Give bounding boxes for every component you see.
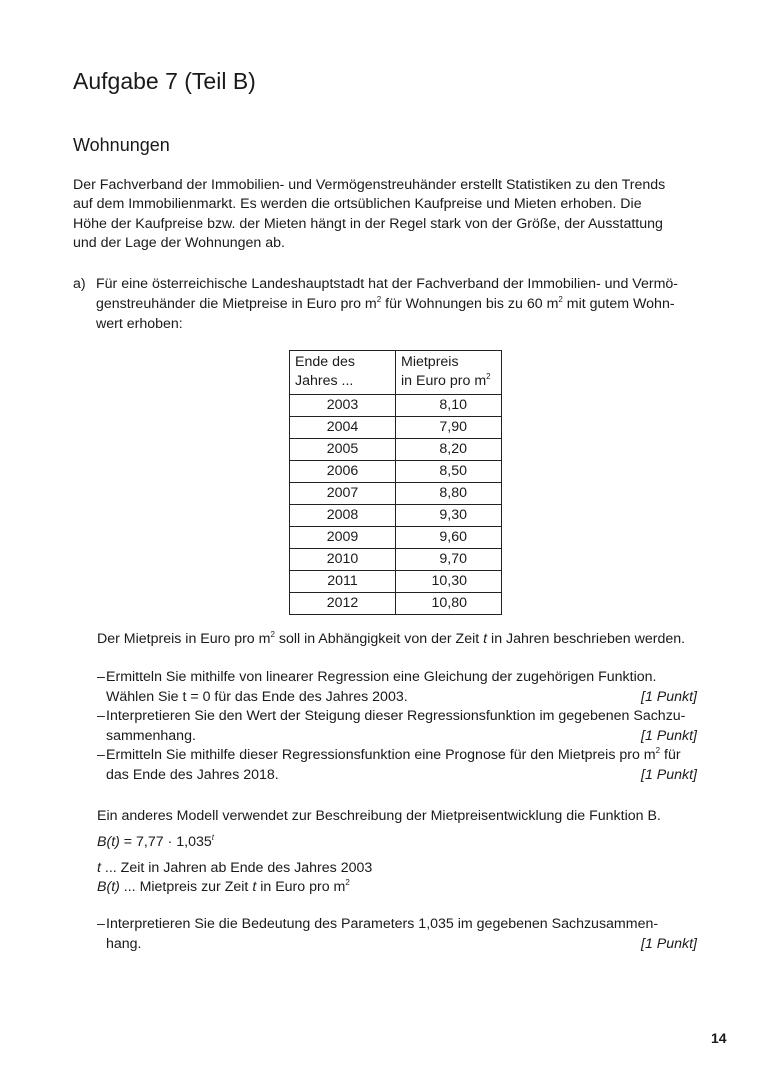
price-cell: 9,60 <box>396 527 502 549</box>
task-line: genstreuhänder die Mietpreise in Euro pro $m^2$ für Wohnungen bis zu 60 $m^2$ mit gutem Wohn- <box>96 295 675 312</box>
table-row <box>290 527 502 549</box>
task-line: Für eine österreichische Landeshauptstadt hat der Fachverband der Immobilien- und Vermö- <box>96 276 679 292</box>
year-cell: 2011 <box>290 571 396 593</box>
task-line: wert erhoben: <box>96 316 183 332</box>
section-title: Wohnungen <box>73 135 170 155</box>
table-row <box>290 461 502 483</box>
table-row <box>290 439 502 461</box>
price-cell: 7,90 <box>396 417 502 439</box>
page-title: Aufgabe 7 (Teil B) <box>73 68 256 94</box>
year-cell: 2007 <box>290 483 396 505</box>
points-label: [1 Punkt] <box>641 688 697 705</box>
year-cell: 2006 <box>290 461 396 483</box>
rent-price-table <box>289 350 502 615</box>
year-cell: 2010 <box>290 549 396 571</box>
bullet-line: Ermitteln Sie mithilfe dieser Regressionsfunktion eine Prognose für den Mietpreis pro $m^2$ für <box>106 746 681 763</box>
table-row <box>290 483 502 505</box>
table-body <box>290 395 502 615</box>
bullet-line: sammenhang. [1 Punkt] <box>97 727 697 747</box>
definition-bt: B(t) ... Mietpreis zur Zeit t in Euro pro $m^2$ <box>97 878 350 895</box>
price-cell: 10,30 <box>396 571 502 593</box>
price-cell: 9,70 <box>396 549 502 571</box>
header-price: Mietpreis in Euro pro $m^2$ <box>396 351 502 395</box>
model-formula: $B(t) = 7,77 \cdot 1,035^t$ <box>97 833 214 850</box>
intro-line: Der Fachverband der Immobilien- und Vermögenstreuhänder erstellt Statistiken zu den Trends <box>73 177 666 193</box>
intro-line: Höhe der Kaufpreise bzw. der Mieten hängt in der Regel stark von der Größe, der Ausstattung <box>73 215 663 232</box>
task-bullet-parameter <box>97 915 697 954</box>
task-bullet-forecast <box>97 746 697 785</box>
intro-line: auf dem Immobilienmarkt. Es werden die ortsüblichen Kaufpreise und Mieten erhoben. Die <box>73 196 642 213</box>
price-cell: 8,10 <box>396 395 502 417</box>
year-cell: 2009 <box>290 527 396 549</box>
intro-paragraph <box>73 176 713 254</box>
bullet-line: Interpretieren Sie die Bedeutung des Parameters 1,035 im gegebenen Sachzusammen- <box>106 916 659 932</box>
model-intro: Ein anderes Modell verwendet zur Beschreibung der Mietpreisentwicklung die Funktion B. <box>97 808 661 824</box>
table-row <box>290 593 502 615</box>
year-cell: 2008 <box>290 505 396 527</box>
points-label: [1 Punkt] <box>641 766 697 783</box>
intro-line: und der Lage der Wohnungen ab. <box>73 235 285 252</box>
bullet-line: Wählen Sie t = 0 für das Ende des Jahres 2003. [1 Punkt] <box>97 688 697 708</box>
task-bullet-regression <box>97 668 697 707</box>
year-cell: 2005 <box>290 439 396 461</box>
price-cell: 9,30 <box>396 505 502 527</box>
page-number: 14 <box>711 1030 727 1046</box>
price-cell: 10,80 <box>396 593 502 615</box>
table-row <box>290 395 502 417</box>
price-cell: 8,20 <box>396 439 502 461</box>
table-row <box>290 571 502 593</box>
definition-t: t ... Zeit in Jahren ab Ende des Jahres 2003 <box>97 860 373 876</box>
bullet-dash: – <box>97 708 105 724</box>
header-year: Ende des Jahres ... <box>290 351 396 395</box>
year-cell: 2003 <box>290 395 396 417</box>
bullet-dash: – <box>97 747 105 763</box>
bullet-line: Interpretieren Sie den Wert der Steigung dieser Regressionsfunktion im gegebenen Sachzu- <box>106 708 686 724</box>
task-bullet-slope <box>97 707 697 746</box>
bullet-line: hang. [1 Punkt] <box>97 935 697 955</box>
year-cell: 2004 <box>290 417 396 439</box>
points-label: [1 Punkt] <box>641 727 697 744</box>
bullet-line: Ermitteln Sie mithilfe von linearer Regression eine Gleichung der zugehörigen Funktion. <box>106 669 657 685</box>
table-row <box>290 505 502 527</box>
table-header-row <box>290 351 502 395</box>
task-a-statement <box>73 274 713 334</box>
price-cell: 8,50 <box>396 461 502 483</box>
year-cell: 2012 <box>290 593 396 615</box>
description-sentence: Der Mietpreis in Euro pro $m^2$ soll in Abhängigkeit von der Zeit t in Jahren beschrieben werden. <box>97 630 686 647</box>
bullet-dash: – <box>97 916 105 932</box>
table-row <box>290 549 502 571</box>
price-cell: 8,80 <box>396 483 502 505</box>
points-label: [1 Punkt] <box>641 935 697 952</box>
bullet-dash: – <box>97 669 105 685</box>
task-marker: a) <box>73 276 86 292</box>
bullet-line: das Ende des Jahres 2018. [1 Punkt] <box>97 766 697 786</box>
table-row <box>290 417 502 439</box>
